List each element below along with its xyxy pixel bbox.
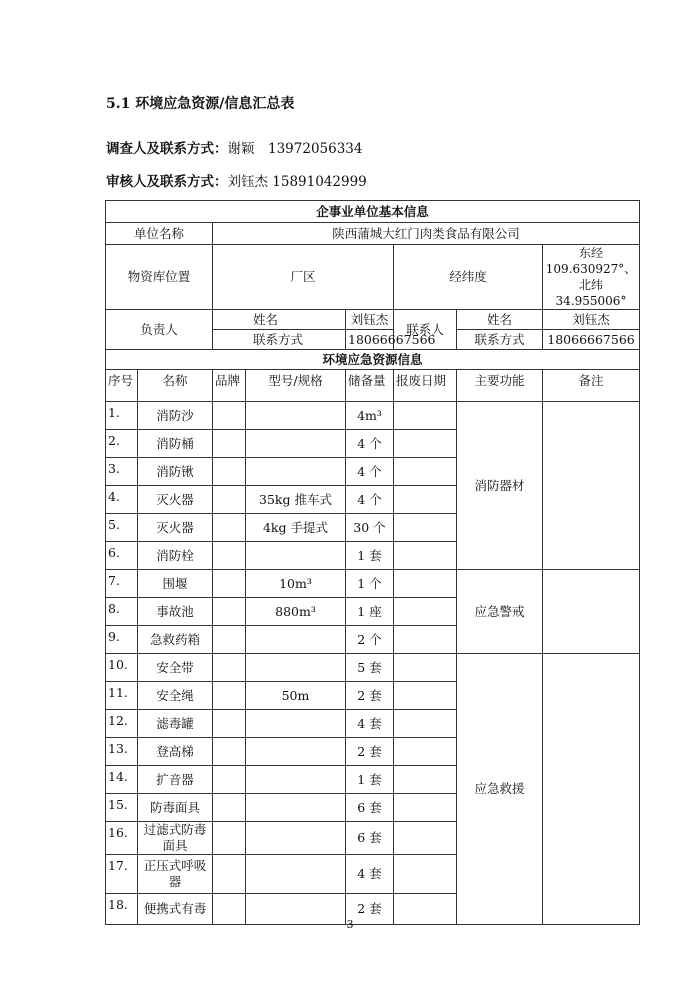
resources-title: 环境应急资源信息 [106, 350, 640, 370]
col-header: 名称 [138, 370, 213, 402]
item-quantity: 4 个 [346, 458, 394, 486]
liaison-name: 刘钰杰 [543, 310, 640, 330]
item-spec [246, 822, 346, 855]
row-number: 6. [106, 542, 138, 570]
scrap-date [394, 822, 457, 855]
item-spec [246, 430, 346, 458]
surveyor-line [106, 137, 362, 157]
item-brand [213, 430, 246, 458]
item-brand [213, 402, 246, 430]
scrap-date [394, 766, 457, 794]
responsible-label: 负责人 [106, 310, 213, 350]
item-name: 安全绳 [138, 682, 213, 710]
row-number: 7. [106, 570, 138, 598]
liaison-phone: 18066667566 [543, 330, 640, 350]
item-quantity: 1 套 [346, 766, 394, 794]
item-spec: 10m³ [246, 570, 346, 598]
item-name: 扩音器 [138, 766, 213, 794]
resp-name: 刘钰杰 [346, 310, 394, 330]
scrap-date [394, 855, 457, 894]
unit-label: 单位名称 [106, 223, 213, 245]
table-row [106, 402, 640, 430]
item-name: 过滤式防毒面具 [138, 822, 213, 855]
resource-table [105, 200, 640, 925]
row-number: 14. [106, 766, 138, 794]
scrap-date [394, 514, 457, 542]
item-spec [246, 710, 346, 738]
section-title: 5.1 环境应急资源/信息汇总表 [106, 96, 295, 112]
remarks [543, 654, 640, 925]
item-name: 消防桶 [138, 430, 213, 458]
row-number: 15. [106, 794, 138, 822]
item-quantity: 4m³ [346, 402, 394, 430]
item-brand [213, 458, 246, 486]
row-number: 17. [106, 855, 138, 894]
item-quantity: 6 套 [346, 794, 394, 822]
header-row [106, 370, 640, 402]
col-header: 主要功能 [457, 370, 543, 402]
row-number: 12. [106, 710, 138, 738]
row-number: 5. [106, 514, 138, 542]
row-number: 1. [106, 402, 138, 430]
item-spec: 50m [246, 682, 346, 710]
row-number: 2. [106, 430, 138, 458]
item-name: 安全带 [138, 654, 213, 682]
main-function: 消防器材 [457, 402, 543, 570]
item-brand [213, 794, 246, 822]
col-header: 储备量 [346, 370, 394, 402]
liaison-contact-label: 联系方式 [457, 330, 543, 350]
item-brand [213, 822, 246, 855]
scrap-date [394, 430, 457, 458]
item-brand [213, 514, 246, 542]
item-quantity: 4 个 [346, 430, 394, 458]
row-number: 8. [106, 598, 138, 626]
item-quantity: 1 个 [346, 570, 394, 598]
page-number: 3 [346, 918, 354, 931]
item-brand [213, 598, 246, 626]
item-name: 围堰 [138, 570, 213, 598]
row-number: 9. [106, 626, 138, 654]
resp-contact-label: 联系方式 [213, 330, 346, 350]
item-spec [246, 738, 346, 766]
location-label: 物资库位置 [106, 245, 213, 310]
resp-phone: 18066667566 [346, 330, 394, 350]
scrap-date [394, 458, 457, 486]
item-quantity: 2 个 [346, 626, 394, 654]
liaison-name-label: 姓名 [457, 310, 543, 330]
coord-label: 经纬度 [394, 245, 543, 310]
item-brand [213, 486, 246, 514]
item-name: 正压式呼吸器 [138, 855, 213, 894]
table-row [106, 570, 640, 598]
row-number: 11. [106, 682, 138, 710]
row-number: 13. [106, 738, 138, 766]
item-name: 消防栓 [138, 542, 213, 570]
item-name: 急救药箱 [138, 626, 213, 654]
resp-name-label: 姓名 [213, 310, 346, 330]
coord-value: 东经 109.630927°、北纬 34.955006° [543, 245, 640, 310]
item-quantity: 4 套 [346, 710, 394, 738]
item-quantity: 4 个 [346, 486, 394, 514]
basic-info-title: 企事业单位基本信息 [106, 201, 640, 223]
row-number: 10. [106, 654, 138, 682]
scrap-date [394, 682, 457, 710]
row-number: 4. [106, 486, 138, 514]
item-name: 滤毒罐 [138, 710, 213, 738]
item-brand [213, 766, 246, 794]
row-number: 18. [106, 894, 138, 925]
reviewer-value: 刘钰杰 15891042999 [227, 174, 367, 190]
unit-value: 陕西蒲城大红门肉类食品有限公司 [213, 223, 640, 245]
main-function: 应急警戒 [457, 570, 543, 654]
col-header: 序号 [106, 370, 138, 402]
item-brand [213, 626, 246, 654]
item-name: 消防锹 [138, 458, 213, 486]
item-name: 灭火器 [138, 514, 213, 542]
item-brand [213, 682, 246, 710]
row-number: 16. [106, 822, 138, 855]
scrap-date [394, 626, 457, 654]
item-spec [246, 402, 346, 430]
item-quantity: 1 套 [346, 542, 394, 570]
table-row [106, 654, 640, 682]
scrap-date [394, 738, 457, 766]
item-name: 消防沙 [138, 402, 213, 430]
item-quantity: 1 座 [346, 598, 394, 626]
item-quantity: 6 套 [346, 822, 394, 855]
item-brand [213, 738, 246, 766]
surveyor-value: 谢颖 13972056334 [227, 141, 363, 157]
item-quantity: 2 套 [346, 682, 394, 710]
item-name: 便携式有毒 [138, 894, 213, 925]
scrap-date [394, 486, 457, 514]
item-quantity: 4 套 [346, 855, 394, 894]
item-spec [246, 458, 346, 486]
scrap-date [394, 570, 457, 598]
item-spec [246, 794, 346, 822]
item-spec: 4kg 手提式 [246, 514, 346, 542]
item-brand [213, 855, 246, 894]
item-spec: 35kg 推车式 [246, 486, 346, 514]
item-spec: 880m³ [246, 598, 346, 626]
item-brand [213, 710, 246, 738]
item-name: 事故池 [138, 598, 213, 626]
item-quantity: 2 套 [346, 738, 394, 766]
scrap-date [394, 402, 457, 430]
row-number: 3. [106, 458, 138, 486]
liaison-label: 联系人 [394, 310, 457, 350]
item-spec [246, 542, 346, 570]
scrap-date [394, 542, 457, 570]
scrap-date [394, 654, 457, 682]
scrap-date [394, 794, 457, 822]
item-quantity: 5 套 [346, 654, 394, 682]
scrap-date [394, 598, 457, 626]
item-quantity: 2 套 [346, 894, 394, 925]
reviewer-line [106, 170, 367, 190]
col-header: 报废日期 [394, 370, 457, 402]
item-spec [246, 654, 346, 682]
item-quantity: 30 个 [346, 514, 394, 542]
item-name: 防毒面具 [138, 794, 213, 822]
remarks [543, 570, 640, 654]
scrap-date [394, 710, 457, 738]
reviewer-label: 审核人及联系方式： [106, 174, 228, 190]
item-name: 灭火器 [138, 486, 213, 514]
location-value: 厂区 [213, 245, 394, 310]
item-spec [246, 766, 346, 794]
item-brand [213, 542, 246, 570]
item-spec [246, 855, 346, 894]
item-brand [213, 654, 246, 682]
col-header: 品牌 [213, 370, 246, 402]
item-brand [213, 570, 246, 598]
surveyor-label: 调查人及联系方式： [106, 141, 228, 157]
item-spec [246, 626, 346, 654]
item-name: 登高梯 [138, 738, 213, 766]
main-function: 应急救援 [457, 654, 543, 925]
remarks [543, 402, 640, 570]
col-header: 型号/规格 [246, 370, 346, 402]
col-header: 备注 [543, 370, 640, 402]
